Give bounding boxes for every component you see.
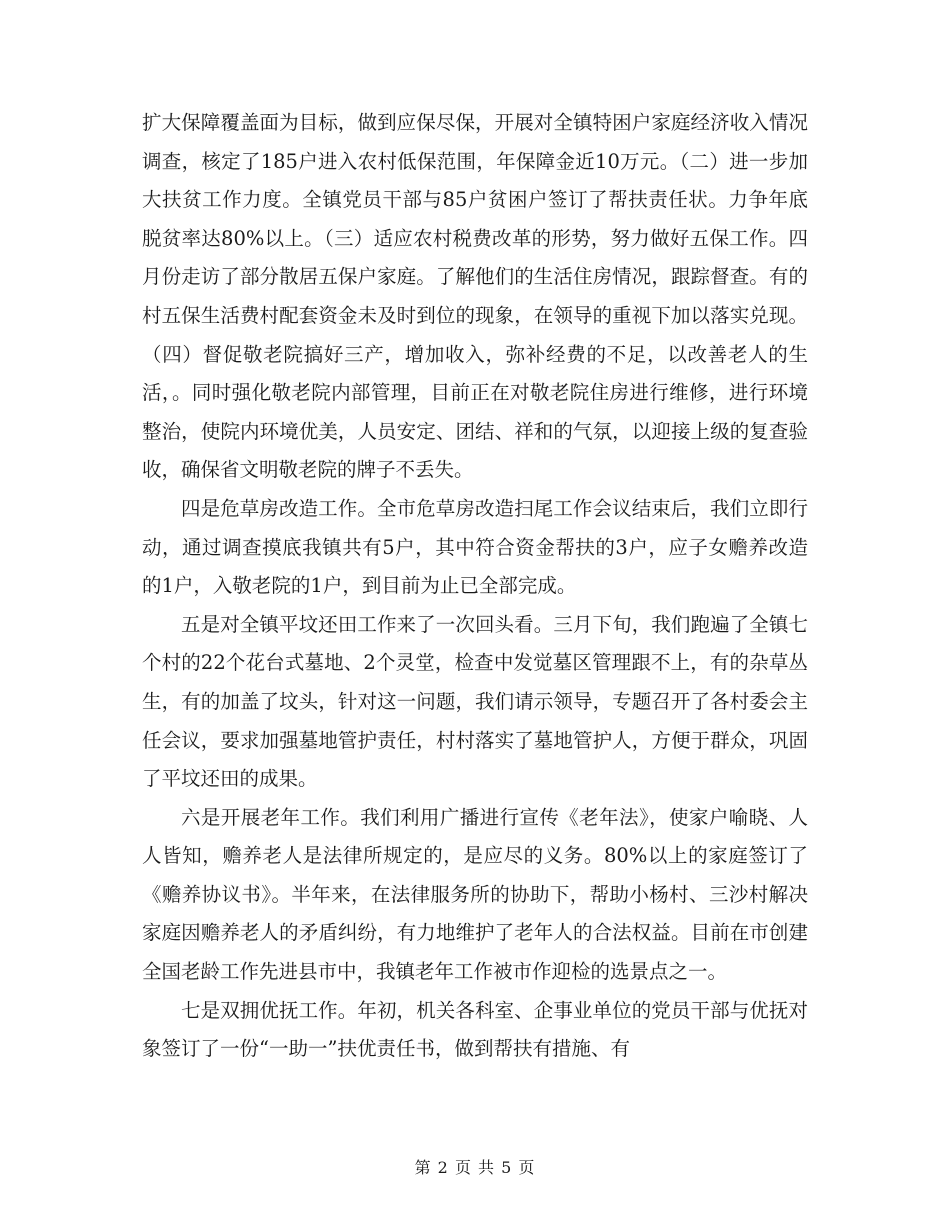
paragraph-item-5: 五是对全镇平坟还田工作来了一次回头看。三月下旬，我们跑遍了全镇七个村的22个花台式墓地、2个灵堂，检查中发觉墓区管理跟不上，有的杂草丛生，有的加盖了坟头，针对这一问题，我们请示领导，专题召开了各村委会主任会议，要求加强墓地管护责任，村村落实了墓地管护人，方便于群众，巩固了平坟还田的成果。 bbox=[142, 612, 808, 791]
document-body bbox=[142, 104, 808, 1069]
paragraph-item-7: 七是双拥优抚工作。年初，机关各科室、企事业单位的党员干部与优抚对象签订了一份“一助一”扶优责任书，做到帮扶有措施、有 bbox=[142, 998, 808, 1061]
paragraph-continued: 扩大保障覆盖面为目标，做到应保尽保，开展对全镇特困户家庭经济收入情况调查，核定了185户进入农村低保范围，年保障金近10万元。（二）进一步加大扶贫工作力度。全镇党员干部与85户贫困户签订了帮扶责任状。力争年底脱贫率达80%以上。（三）适应农村税费改革的形势，努力做好五保工作。四月份走访了部分散居五保户家庭。了解他们的生活住房情况，跟踪督查。有的村五保生活费村配套资金未及时到位的现象，在领导的重视下加以落实兑现。（四）督促敬老院搞好三产，增加收入，弥补经费的不足，以改善老人的生活，。同时强化敬老院内部管理，目前正在对敬老院住房进行维修，进行环境整治，使院内环境优美，人员安定、团结、祥和的气氛，以迎接上级的复查验收，确保省文明敬老院的牌子不丢失。 bbox=[142, 111, 808, 482]
paragraph-item-4: 四是危草房改造工作。全市危草房改造扫尾工作会议结束后，我们立即行动，通过调查摸底我镇共有5户，其中符合资金帮扶的3户，应子女赡养改造的1户，入敬老院的1户，到目前为止已全部完成。 bbox=[142, 496, 808, 598]
paragraph-item-6: 六是开展老年工作。我们利用广播进行宣传《老年法》，使家户喻晓、人人皆知，赡养老人是法律所规定的，是应尽的义务。80%以上的家庭签订了《赡养协议书》。半年来，在法律服务所的协助下，帮助小杨村、三沙村解决家庭因赡养老人的矛盾纠纷，有力地维护了老年人的合法权益。目前在市创建全国老龄工作先进县市中，我镇老年工作被市作迎检的选景点之一。 bbox=[142, 805, 808, 984]
page-number-footer: 第 2 页 共 5 页 bbox=[414, 1158, 536, 1177]
